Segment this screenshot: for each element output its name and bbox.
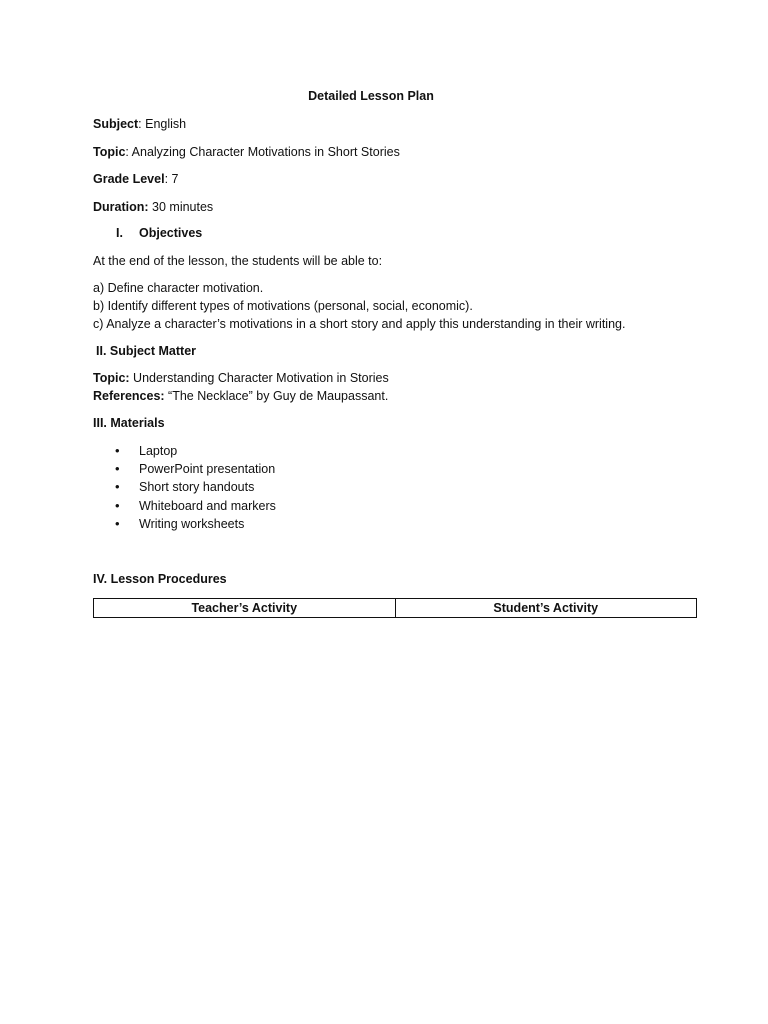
document-title: Detailed Lesson Plan xyxy=(308,89,434,103)
list-item xyxy=(115,478,254,496)
procedures-heading: IV. Lesson Procedures xyxy=(93,572,227,586)
sm-topic-value: Understanding Character Motivation in Stories xyxy=(129,371,389,385)
list-item xyxy=(115,497,276,515)
subject-label: Subject xyxy=(93,117,139,131)
objective-item: b) Identify different types of motivations (personal, social, economic). xyxy=(93,299,473,313)
references-value: “The Necklace” by Guy de Maupassant. xyxy=(164,389,389,403)
bullet-icon: • xyxy=(115,516,120,531)
material-label: Writing worksheets xyxy=(139,517,245,531)
topic-line xyxy=(93,143,400,161)
sm-topic-label: Topic: xyxy=(93,371,130,385)
grade-level-label: Grade Level xyxy=(93,172,165,186)
objectives-heading: Objectives xyxy=(139,226,203,240)
topic-label: Topic xyxy=(93,145,126,159)
objective-item: c) Analyze a character’s motivations in a short story and apply this understanding in their writing. xyxy=(93,317,626,331)
grade-level-line xyxy=(93,170,178,188)
student-activity-header: Student’s Activity xyxy=(395,599,697,618)
subject-line xyxy=(93,115,186,133)
duration-value: 30 minutes xyxy=(148,200,214,214)
bullet-icon: • xyxy=(115,498,120,513)
table-header-row xyxy=(94,599,697,618)
bullet-icon: • xyxy=(115,479,120,494)
subject-value: : English xyxy=(138,117,187,131)
bullet-icon: • xyxy=(115,443,120,458)
objectives-numeral: I. xyxy=(116,226,123,240)
material-label: Laptop xyxy=(139,444,178,458)
list-item xyxy=(115,515,244,533)
grade-level-value: : 7 xyxy=(164,172,179,186)
teacher-activity-header: Teacher’s Activity xyxy=(94,599,396,618)
list-item xyxy=(115,460,275,478)
bullet-icon: • xyxy=(115,461,120,476)
references-line xyxy=(93,387,388,405)
list-item xyxy=(115,442,177,460)
material-label: Short story handouts xyxy=(139,480,255,494)
sm-topic-line xyxy=(93,369,389,387)
objectives-intro: At the end of the lesson, the students will be able to: xyxy=(93,254,383,268)
duration-label: Duration: xyxy=(93,200,149,214)
topic-value: : Analyzing Character Motivations in Short Stories xyxy=(125,145,400,159)
references-label: References: xyxy=(93,389,165,403)
materials-heading: III. Materials xyxy=(93,416,165,430)
duration-line xyxy=(93,198,213,216)
objective-item: a) Define character motivation. xyxy=(93,281,264,295)
material-label: Whiteboard and markers xyxy=(139,499,276,513)
procedures-table xyxy=(93,598,697,618)
subject-matter-heading: II. Subject Matter xyxy=(96,344,197,358)
material-label: PowerPoint presentation xyxy=(139,462,276,476)
